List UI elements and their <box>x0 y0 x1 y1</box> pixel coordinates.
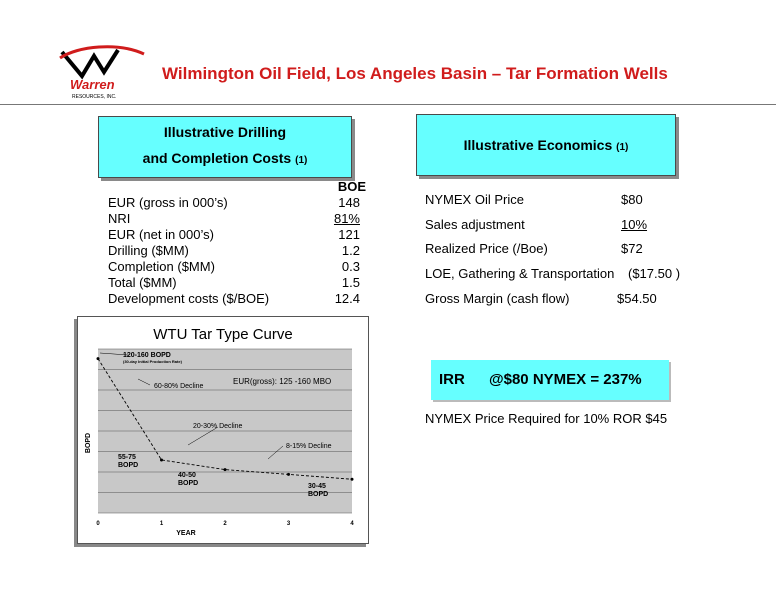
economics-box-note: (1) <box>616 142 629 153</box>
econ-value: 10% <box>621 217 648 232</box>
costs-value: 81% <box>333 211 360 226</box>
required-price-note: NYMEX Price Required for 10% ROR $45 <box>425 411 668 426</box>
costs-label: NRI <box>108 211 131 226</box>
logo-text: Warren <box>70 77 115 92</box>
costs-box-line2: and Completion Costs <box>142 150 292 166</box>
costs-label: Total ($MM) <box>108 275 177 290</box>
annotation-sublabel: BOPD <box>308 491 329 498</box>
x-tick-label: 4 <box>350 521 354 527</box>
econ-label: Realized Price (/Boe) <box>425 241 548 256</box>
costs-value: 1.2 <box>341 243 360 258</box>
costs-value: 121 <box>338 227 360 242</box>
data-point <box>351 478 354 481</box>
econ-label: Gross Margin (cash flow) <box>425 291 570 306</box>
data-point <box>224 468 227 471</box>
annotation-sublabel: (30-day Initial Production Rate) <box>123 359 182 364</box>
annotation-label: 20-30% Decline <box>193 423 243 430</box>
costs-value: 148 <box>338 195 360 210</box>
x-tick-label: 3 <box>286 521 291 527</box>
costs-box-note: (1) <box>295 155 308 166</box>
header-divider <box>0 104 776 105</box>
costs-label: Completion ($MM) <box>108 259 215 274</box>
economics-table <box>425 192 725 312</box>
costs-label: EUR (gross in 000’s) <box>108 195 228 210</box>
annotation-label: 55-75 <box>118 454 136 461</box>
econ-value: ($17.50 ) <box>628 266 681 281</box>
costs-label: Development costs ($/BOE) <box>108 291 270 306</box>
page-title: Wilmington Oil Field, Los Angeles Basin – Tar Formation Wells <box>162 64 668 83</box>
economics-box <box>416 114 676 176</box>
annotation-label: 8-15% Decline <box>286 443 332 450</box>
irr-value: @$80 NYMEX = 237% <box>489 371 642 388</box>
irr-box <box>431 360 669 400</box>
data-point <box>287 473 290 476</box>
annotation-label: EUR(gross): 125 -160 MBO <box>233 377 332 386</box>
econ-value: $72 <box>621 241 643 256</box>
x-axis-label: YEAR <box>176 530 196 537</box>
econ-label: LOE, Gathering & Transportation <box>425 266 615 281</box>
annotation-label: 60-80% Decline <box>154 383 204 390</box>
econ-value: $54.50 <box>617 291 657 306</box>
economics-box-title: Illustrative Economics <box>463 137 613 153</box>
irr-label: IRR <box>439 371 465 388</box>
costs-box <box>98 116 352 178</box>
costs-label: Drilling ($MM) <box>108 243 189 258</box>
annotation-label: 40-50 <box>178 472 196 479</box>
costs-header-boe: BOE <box>337 179 366 194</box>
data-point <box>97 357 100 360</box>
x-tick-label: 2 <box>223 521 227 527</box>
econ-label: NYMEX Oil Price <box>425 192 524 207</box>
costs-value: 0.3 <box>341 259 360 274</box>
chart-title: WTU Tar Type Curve <box>153 326 293 343</box>
annotation-label: 120-160 BOPD <box>123 352 171 359</box>
company-logo <box>58 42 150 100</box>
econ-label: Sales adjustment <box>425 217 525 232</box>
costs-box-line1: Illustrative Drilling <box>163 124 287 140</box>
annotation-sublabel: BOPD <box>178 480 199 487</box>
costs-table <box>108 179 366 309</box>
costs-value: 1.5 <box>341 275 360 290</box>
costs-value: 12.4 <box>334 291 360 306</box>
data-point <box>160 458 163 461</box>
y-axis-label: BOPD <box>85 432 92 454</box>
costs-label: EUR (net in 000’s) <box>108 227 214 242</box>
x-tick-label: 1 <box>159 521 164 527</box>
x-tick-label: 0 <box>96 521 100 527</box>
type-curve-chart <box>77 316 369 544</box>
annotation-sublabel: BOPD <box>118 462 139 469</box>
annotation-label: 30-45 <box>308 483 326 490</box>
x-tick-labels <box>96 521 354 527</box>
econ-value: $80 <box>621 192 643 207</box>
logo-subtext: RESOURCES, INC. <box>72 94 117 100</box>
